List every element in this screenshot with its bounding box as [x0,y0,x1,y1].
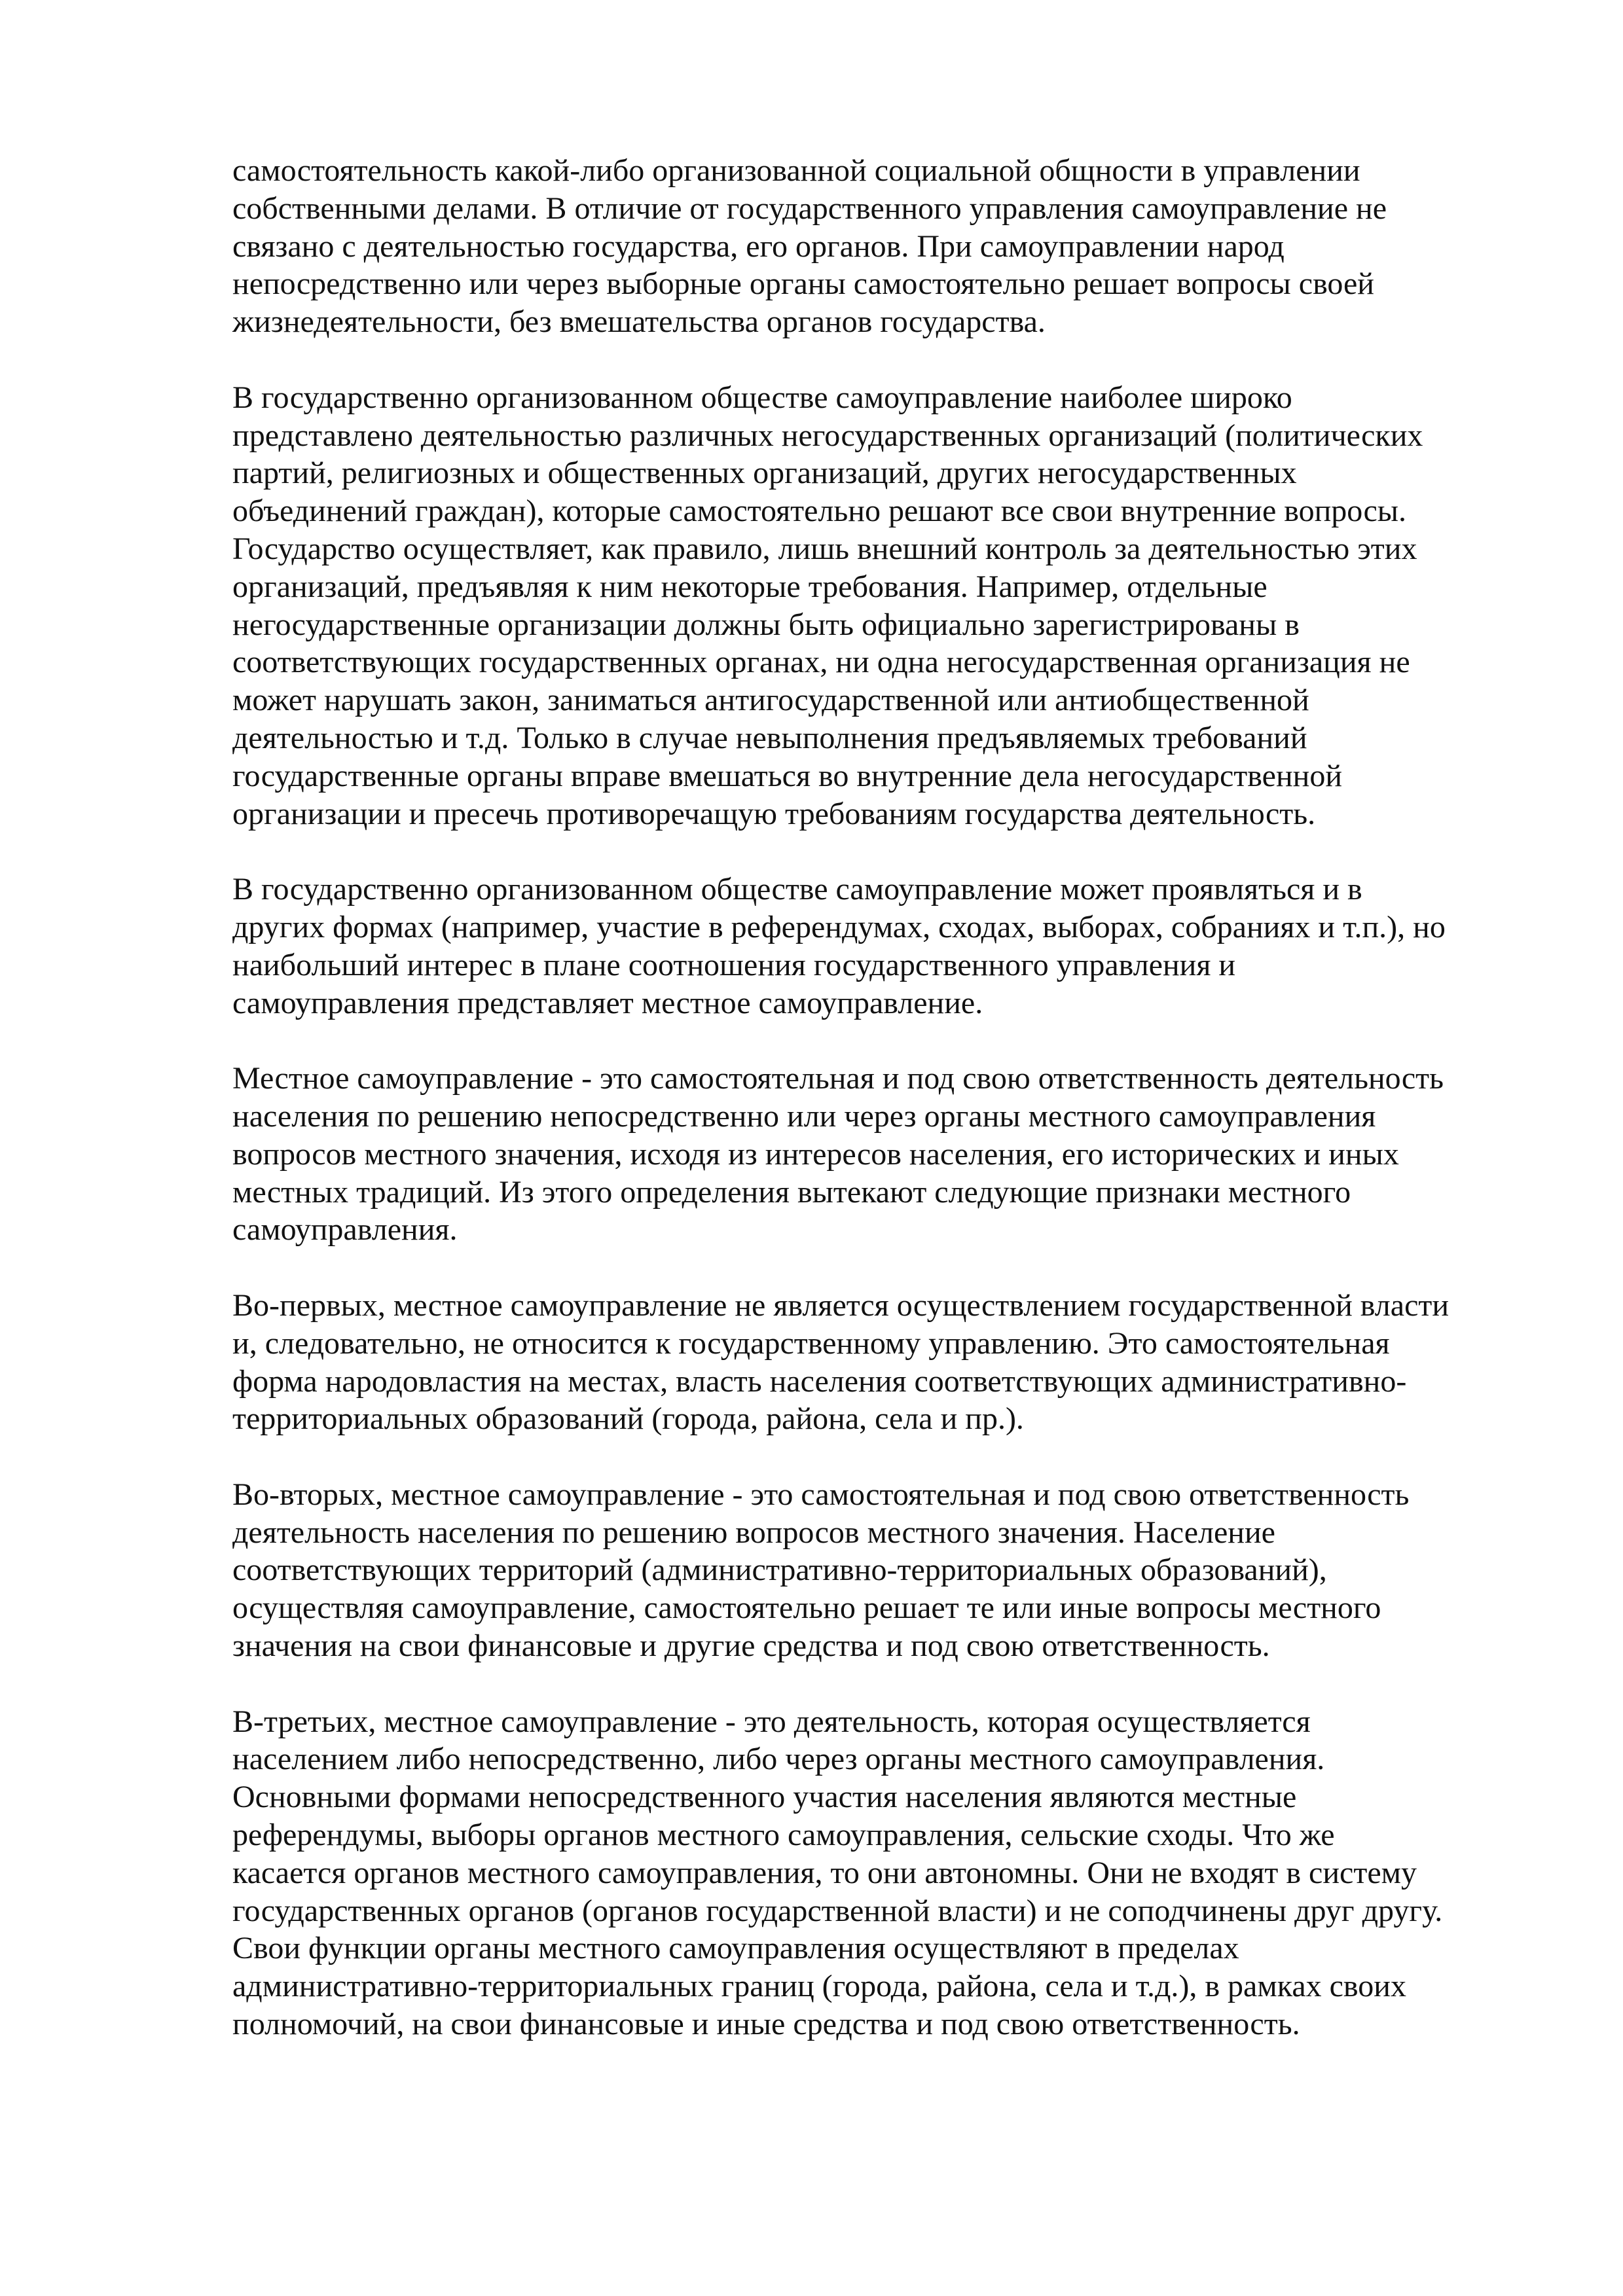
text-line: населения по решению непосредственно или через органы местного самоуправления [232,1098,1376,1134]
text-line: непосредственно или через выборные органы самостоятельно решает вопросы своей [232,266,1374,302]
text-line: В государственно организованном обществе самоуправление наиболее широко [232,380,1292,415]
text-line: и, следовательно, не относится к государственному управлению. Это самостоятельная [232,1325,1390,1361]
text-line: административно-территориальных границ (города, района, села и т.д.), в рамках своих [232,1969,1406,2004]
text-line: Местное самоуправление - это самостоятельная и под свою ответственность деятельность [232,1061,1444,1096]
text-line: Во-первых, местное самоуправление не является осуществлением государственной власти [232,1287,1450,1323]
text-line: негосударственные организации должны быть официально зарегистрированы в [232,607,1300,642]
text-line: организаций, предъявляя к ним некоторые требования. Например, отдельные [232,569,1267,604]
text-line: Свои функции органы местного самоуправления осуществляют в пределах [232,1931,1239,1966]
text-line: деятельностью и т.д. Только в случае невыполнения предъявляемых требований [232,720,1307,755]
text-line: соответствующих государственных органах, ни одна негосударственная организация не [232,645,1410,680]
text-line: государственных органов (органов государственной власти) и не соподчинены друг другу. [232,1893,1443,1928]
text-line: В-третьих, местное самоуправление - это деятельность, которая осуществляется [232,1704,1311,1739]
paragraph-3 [232,870,1512,1022]
text-line: полномочий, на свои финансовые и иные средства и под свою ответственность. [232,2007,1300,2042]
text-line: значения на свои финансовые и другие средства и под свою ответственность. [232,1628,1270,1664]
text-line: форма народовластия на местах, власть населения соответствующих административно- [232,1363,1407,1399]
text-line: соответствующих территорий (административно-территориальных образований), [232,1552,1327,1588]
text-line: вопросов местного значения, исходя из интересов населения, его исторических и иных [232,1136,1399,1172]
text-line: государственные органы вправе вмешаться во внутренние дела негосударственной [232,758,1343,793]
paragraph-6 [232,1476,1512,1665]
text-line: организации и пресечь противоречащую требованиям государства деятельность. [232,796,1316,831]
text-line: может нарушать закон, заниматься антигосударственной или антиобщественной [232,683,1309,718]
text-line: населением либо непосредственно, либо через органы местного самоуправления. [232,1742,1325,1777]
document-body [232,152,1512,2081]
text-line: самостоятельность какой-либо организованной социальной общности в управлении [232,153,1360,188]
text-line: самоуправления представляет местное самоуправление. [232,985,983,1020]
text-line: других формах (например, участие в референдумах, сходах, выборах, собраниях и т.п.), но [232,909,1446,944]
text-line: касается органов местного самоуправления, то они автономны. Они не входят в систему [232,1855,1417,1890]
text-line: связано с деятельностью государства, его органов. При самоуправлении народ [232,228,1285,264]
paragraph-2 [232,379,1512,833]
text-line: Во-вторых, местное самоуправление - это самостоятельная и под свою ответственность [232,1477,1410,1512]
text-line: собственными делами. В отличие от государственного управления самоуправление не [232,190,1387,226]
text-line: В государственно организованном обществе самоуправление может проявляться и в [232,872,1362,907]
text-line: объединений граждан), которые самостоятельно решают все свои внутренние вопросы. [232,493,1407,529]
paragraph-1 [232,152,1512,341]
text-line: Государство осуществляет, как правило, лишь внешний контроль за деятельностью этих [232,531,1417,566]
text-line: осуществляя самоуправление, самостоятельно решает те или иные вопросы местного [232,1590,1381,1626]
text-line: партий, религиозных и общественных организаций, других негосударственных [232,456,1297,491]
paragraph-7 [232,1703,1512,2043]
text-line: деятельность населения по решению вопросов местного значения. Население [232,1515,1275,1550]
text-line: местных традиций. Из этого определения вытекают следующие признаки местного [232,1174,1351,1210]
text-line: референдумы, выборы органов местного самоуправления, сельские сходы. Что же [232,1818,1335,1853]
text-line: жизнедеятельности, без вмешательства органов государства. [232,304,1046,340]
text-line: Основными формами непосредственного участия населения являются местные [232,1780,1297,1815]
text-line: наибольший интерес в плане соотношения государственного управления и [232,947,1236,982]
text-line: представлено деятельностью различных негосударственных организаций (политических [232,418,1423,453]
text-line: территориальных образований (города, района, села и пр.). [232,1401,1024,1437]
text-line: самоуправления. [232,1212,458,1247]
paragraph-5 [232,1287,1512,1438]
paragraph-4 [232,1060,1512,1249]
